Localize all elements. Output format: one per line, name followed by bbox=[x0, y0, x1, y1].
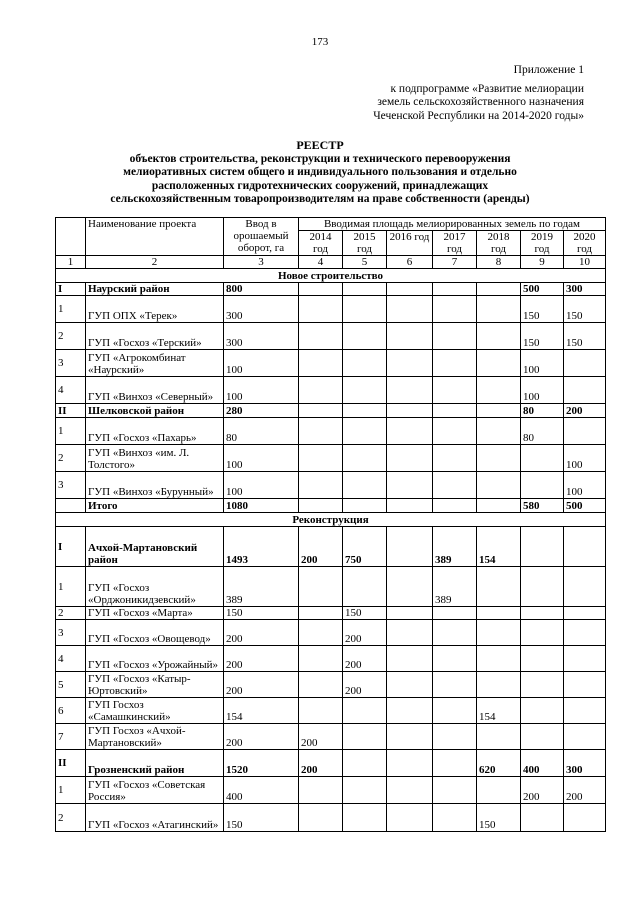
registry-title bbox=[40, 139, 600, 207]
year-2018 bbox=[477, 350, 521, 377]
project-name: Шелковской район bbox=[86, 404, 224, 418]
project-name: ГУП «Госхоз «Овощевод» bbox=[86, 620, 224, 646]
year-2018 bbox=[477, 567, 521, 607]
year-2019: 100 bbox=[521, 350, 564, 377]
input-area: 100 bbox=[224, 350, 299, 377]
column-number-row bbox=[56, 256, 606, 269]
year-2020 bbox=[564, 804, 606, 832]
year-2014 bbox=[299, 777, 343, 804]
header-year: 2015 год bbox=[343, 231, 387, 256]
year-2016 bbox=[387, 607, 433, 620]
input-area: 80 bbox=[224, 418, 299, 445]
year-2014 bbox=[299, 377, 343, 404]
year-2016 bbox=[387, 323, 433, 350]
year-2014 bbox=[299, 672, 343, 698]
header-cell-number bbox=[56, 218, 86, 256]
col-number: 9 bbox=[521, 256, 564, 269]
input-area: 800 bbox=[224, 283, 299, 296]
table-row bbox=[56, 377, 606, 404]
year-2020 bbox=[564, 527, 606, 567]
header-row bbox=[56, 218, 606, 231]
row-number: 7 bbox=[56, 724, 86, 750]
year-2017 bbox=[433, 620, 477, 646]
year-2014: 200 bbox=[299, 527, 343, 567]
row-number: 4 bbox=[56, 377, 86, 404]
year-2015 bbox=[343, 777, 387, 804]
year-2019: 500 bbox=[521, 283, 564, 296]
row-number: 2 bbox=[56, 323, 86, 350]
year-2018 bbox=[477, 296, 521, 323]
col-number: 8 bbox=[477, 256, 521, 269]
year-2020: 300 bbox=[564, 750, 606, 777]
year-2018 bbox=[477, 445, 521, 472]
project-name: ГУП «Госхоз «Орджоникидзевский» bbox=[86, 567, 224, 607]
project-name: ГУП «Госхоз «Урожайный» bbox=[86, 646, 224, 672]
year-2016 bbox=[387, 698, 433, 724]
year-2017 bbox=[433, 283, 477, 296]
row-number: II bbox=[56, 750, 86, 777]
year-2019: 400 bbox=[521, 750, 564, 777]
year-2020 bbox=[564, 350, 606, 377]
input-area: 1493 bbox=[224, 527, 299, 567]
registry-line: мелиоративных систем общего и индивидуального пользования и отдельно bbox=[123, 166, 517, 178]
project-name: ГУП Госхоз «Самашкинский» bbox=[86, 698, 224, 724]
year-2017 bbox=[433, 607, 477, 620]
year-2015 bbox=[343, 804, 387, 832]
input-area: 100 bbox=[224, 472, 299, 499]
header-year: 2017 год bbox=[433, 231, 477, 256]
year-2015 bbox=[343, 323, 387, 350]
year-2017 bbox=[433, 296, 477, 323]
row-number: 4 bbox=[56, 646, 86, 672]
table-row bbox=[56, 445, 606, 472]
year-2015 bbox=[343, 445, 387, 472]
year-2014 bbox=[299, 445, 343, 472]
col-number: 10 bbox=[564, 256, 606, 269]
input-area: 200 bbox=[224, 620, 299, 646]
project-name: ГУП ОПХ «Терек» bbox=[86, 296, 224, 323]
year-2014 bbox=[299, 404, 343, 418]
year-2016 bbox=[387, 750, 433, 777]
year-2016 bbox=[387, 296, 433, 323]
year-2014 bbox=[299, 698, 343, 724]
year-2020: 500 bbox=[564, 499, 606, 513]
year-2017 bbox=[433, 698, 477, 724]
year-2018 bbox=[477, 377, 521, 404]
year-2015: 200 bbox=[343, 646, 387, 672]
year-2019 bbox=[521, 804, 564, 832]
year-2020 bbox=[564, 672, 606, 698]
row-number: 5 bbox=[56, 672, 86, 698]
input-area: 280 bbox=[224, 404, 299, 418]
project-name: ГУП «Винхоз «Северный» bbox=[86, 377, 224, 404]
year-2018 bbox=[477, 404, 521, 418]
project-name: Ачхой-Мартановский район bbox=[86, 527, 224, 567]
year-2016 bbox=[387, 445, 433, 472]
col-number: 6 bbox=[387, 256, 433, 269]
year-2018: 154 bbox=[477, 527, 521, 567]
table-row bbox=[56, 472, 606, 499]
year-2018: 154 bbox=[477, 698, 521, 724]
year-2016 bbox=[387, 672, 433, 698]
year-2015 bbox=[343, 404, 387, 418]
table-row bbox=[56, 323, 606, 350]
header-year: 2018 год bbox=[477, 231, 521, 256]
year-2016 bbox=[387, 620, 433, 646]
year-2017 bbox=[433, 323, 477, 350]
row-number: II bbox=[56, 404, 86, 418]
col-number: 3 bbox=[224, 256, 299, 269]
project-name: ГУП «Госхоз «Пахарь» bbox=[86, 418, 224, 445]
year-2016 bbox=[387, 527, 433, 567]
year-2015 bbox=[343, 377, 387, 404]
year-2018 bbox=[477, 418, 521, 445]
section-row bbox=[56, 269, 606, 283]
year-2020: 100 bbox=[564, 445, 606, 472]
year-2017 bbox=[433, 418, 477, 445]
registry-line: расположенных гидротехнических сооружений, принадлежащих bbox=[151, 179, 489, 192]
year-2014 bbox=[299, 607, 343, 620]
year-2015 bbox=[343, 750, 387, 777]
section-title: Новое строительство bbox=[56, 269, 606, 283]
year-2015: 150 bbox=[343, 607, 387, 620]
project-name: Грозненский район bbox=[86, 750, 224, 777]
year-2014 bbox=[299, 567, 343, 607]
header-year: 2016 год bbox=[387, 231, 433, 256]
year-2019: 150 bbox=[521, 323, 564, 350]
table-row bbox=[56, 567, 606, 607]
row-number: 3 bbox=[56, 472, 86, 499]
appendix-block bbox=[284, 64, 584, 123]
input-area: 200 bbox=[224, 724, 299, 750]
input-area: 150 bbox=[224, 607, 299, 620]
col-number: 2 bbox=[86, 256, 224, 269]
table-row bbox=[56, 777, 606, 804]
year-2018 bbox=[477, 672, 521, 698]
input-area: 150 bbox=[224, 804, 299, 832]
table-row bbox=[56, 607, 606, 620]
project-name: ГУП «Госхоз «Терский» bbox=[86, 323, 224, 350]
year-2014 bbox=[299, 804, 343, 832]
col-number: 5 bbox=[343, 256, 387, 269]
year-2017 bbox=[433, 472, 477, 499]
year-2017 bbox=[433, 404, 477, 418]
table-row bbox=[56, 296, 606, 323]
row-number: 3 bbox=[56, 620, 86, 646]
year-2020: 300 bbox=[564, 283, 606, 296]
year-2017: 389 bbox=[433, 527, 477, 567]
project-name: ГУП «Винхоз «Бурунный» bbox=[86, 472, 224, 499]
year-2019: 200 bbox=[521, 777, 564, 804]
registry-heading: РЕЕСТР bbox=[296, 138, 344, 152]
year-2014 bbox=[299, 620, 343, 646]
registry-line: объектов строительства, реконструкции и технического перевооружения bbox=[129, 152, 511, 165]
year-2020 bbox=[564, 418, 606, 445]
header-year: 2014 год bbox=[299, 231, 343, 256]
year-2019 bbox=[521, 724, 564, 750]
year-2016 bbox=[387, 404, 433, 418]
year-2014 bbox=[299, 646, 343, 672]
table-row bbox=[56, 350, 606, 377]
year-2018: 150 bbox=[477, 804, 521, 832]
header-cell-input: Ввод в орошаемый оборот, га bbox=[224, 218, 299, 256]
header-year: 2019 год bbox=[521, 231, 564, 256]
year-2019 bbox=[521, 672, 564, 698]
year-2020: 200 bbox=[564, 777, 606, 804]
input-area: 200 bbox=[224, 672, 299, 698]
project-name: Наурский район bbox=[86, 283, 224, 296]
project-name: ГУП «Госхоз «Марта» bbox=[86, 607, 224, 620]
year-2020 bbox=[564, 377, 606, 404]
year-2018 bbox=[477, 472, 521, 499]
row-number bbox=[56, 499, 86, 513]
year-2015 bbox=[343, 472, 387, 499]
project-name: ГУП «Госхоз «Катыр-Юртовский» bbox=[86, 672, 224, 698]
appendix-line: земель сельскохозяйственного назначения bbox=[377, 96, 584, 108]
year-2015 bbox=[343, 567, 387, 607]
district-row bbox=[56, 404, 606, 418]
project-name: ГУП «Госхоз «Советская Россия» bbox=[86, 777, 224, 804]
input-area: 1520 bbox=[224, 750, 299, 777]
year-2014 bbox=[299, 283, 343, 296]
year-2020 bbox=[564, 620, 606, 646]
year-2020 bbox=[564, 724, 606, 750]
year-2014: 200 bbox=[299, 724, 343, 750]
project-name: Итого bbox=[86, 499, 224, 513]
input-area: 1080 bbox=[224, 499, 299, 513]
year-2014 bbox=[299, 472, 343, 499]
row-number: 2 bbox=[56, 607, 86, 620]
year-2016 bbox=[387, 283, 433, 296]
project-name: ГУП Госхоз «Ачхой-Мартановский» bbox=[86, 724, 224, 750]
year-2020: 100 bbox=[564, 472, 606, 499]
year-2016 bbox=[387, 646, 433, 672]
year-2014 bbox=[299, 296, 343, 323]
row-number: 2 bbox=[56, 804, 86, 832]
year-2018 bbox=[477, 323, 521, 350]
year-2016 bbox=[387, 724, 433, 750]
year-2018 bbox=[477, 777, 521, 804]
year-2016 bbox=[387, 350, 433, 377]
year-2019 bbox=[521, 527, 564, 567]
row-number: 3 bbox=[56, 350, 86, 377]
year-2020: 150 bbox=[564, 323, 606, 350]
page-number: 173 bbox=[311, 36, 329, 48]
section-row bbox=[56, 513, 606, 527]
col-number: 4 bbox=[299, 256, 343, 269]
year-2017 bbox=[433, 350, 477, 377]
registry-table bbox=[55, 217, 606, 832]
row-number: 2 bbox=[56, 445, 86, 472]
year-2019 bbox=[521, 472, 564, 499]
year-2017 bbox=[433, 377, 477, 404]
year-2015 bbox=[343, 418, 387, 445]
appendix-line: Чеченской Республики на 2014-2020 годы» bbox=[373, 109, 584, 122]
year-2017 bbox=[433, 804, 477, 832]
project-name: ГУП «Агрокомбинат «Наурский» bbox=[86, 350, 224, 377]
year-2014 bbox=[299, 323, 343, 350]
year-2015 bbox=[343, 698, 387, 724]
year-2015 bbox=[343, 350, 387, 377]
district-row bbox=[56, 750, 606, 777]
table-row bbox=[56, 620, 606, 646]
input-area: 300 bbox=[224, 296, 299, 323]
year-2016 bbox=[387, 777, 433, 804]
year-2018 bbox=[477, 724, 521, 750]
year-2017 bbox=[433, 750, 477, 777]
year-2017 bbox=[433, 445, 477, 472]
input-area: 100 bbox=[224, 377, 299, 404]
year-2019: 80 bbox=[521, 404, 564, 418]
year-2020 bbox=[564, 567, 606, 607]
year-2016 bbox=[387, 418, 433, 445]
year-2014 bbox=[299, 418, 343, 445]
table-row bbox=[56, 646, 606, 672]
year-2016 bbox=[387, 567, 433, 607]
year-2018 bbox=[477, 607, 521, 620]
appendix-line: к подпрограмме «Развитие мелиорации bbox=[390, 82, 584, 95]
row-number: 1 bbox=[56, 296, 86, 323]
year-2017: 389 bbox=[433, 567, 477, 607]
year-2016 bbox=[387, 804, 433, 832]
row-number: 6 bbox=[56, 698, 86, 724]
table-row bbox=[56, 418, 606, 445]
district-row bbox=[56, 283, 606, 296]
year-2019 bbox=[521, 620, 564, 646]
header-cell-name: Наименование проекта bbox=[86, 218, 224, 256]
year-2015: 750 bbox=[343, 527, 387, 567]
district-row bbox=[56, 527, 606, 567]
table-row bbox=[56, 804, 606, 832]
input-area: 389 bbox=[224, 567, 299, 607]
year-2019: 80 bbox=[521, 418, 564, 445]
year-2019: 580 bbox=[521, 499, 564, 513]
year-2015: 200 bbox=[343, 672, 387, 698]
year-2015 bbox=[343, 296, 387, 323]
input-area: 300 bbox=[224, 323, 299, 350]
year-2019 bbox=[521, 445, 564, 472]
year-2016 bbox=[387, 377, 433, 404]
project-name: ГУП «Госхоз «Атагинский» bbox=[86, 804, 224, 832]
year-2018 bbox=[477, 499, 521, 513]
year-2017 bbox=[433, 777, 477, 804]
appendix-title: Приложение 1 bbox=[513, 64, 584, 76]
row-number: I bbox=[56, 283, 86, 296]
year-2018: 620 bbox=[477, 750, 521, 777]
table-row bbox=[56, 724, 606, 750]
row-number: I bbox=[56, 527, 86, 567]
input-area: 100 bbox=[224, 445, 299, 472]
table-row bbox=[56, 698, 606, 724]
year-2019: 150 bbox=[521, 296, 564, 323]
year-2020 bbox=[564, 646, 606, 672]
year-2019: 100 bbox=[521, 377, 564, 404]
year-2019 bbox=[521, 567, 564, 607]
section-title: Реконструкция bbox=[56, 513, 606, 527]
row-number: 1 bbox=[56, 567, 86, 607]
year-2019 bbox=[521, 607, 564, 620]
year-2020: 200 bbox=[564, 404, 606, 418]
year-2020 bbox=[564, 698, 606, 724]
year-2017 bbox=[433, 724, 477, 750]
year-2017 bbox=[433, 646, 477, 672]
table-row bbox=[56, 672, 606, 698]
year-2015 bbox=[343, 283, 387, 296]
year-2016 bbox=[387, 472, 433, 499]
input-area: 400 bbox=[224, 777, 299, 804]
col-number: 7 bbox=[433, 256, 477, 269]
year-2014 bbox=[299, 499, 343, 513]
project-name: ГУП «Винхоз «им. Л. Толстого» bbox=[86, 445, 224, 472]
year-2014 bbox=[299, 350, 343, 377]
year-2017 bbox=[433, 499, 477, 513]
registry-line: сельскохозяйственным товаропроизводителям на праве собственности (аренды) bbox=[110, 193, 530, 205]
year-2017 bbox=[433, 672, 477, 698]
col-number: 1 bbox=[56, 256, 86, 269]
year-2018 bbox=[477, 646, 521, 672]
year-2020: 150 bbox=[564, 296, 606, 323]
year-2015: 200 bbox=[343, 620, 387, 646]
header-year: 2020 год bbox=[564, 231, 606, 256]
year-2019 bbox=[521, 698, 564, 724]
row-number: 1 bbox=[56, 418, 86, 445]
header-cell-area: Вводимая площадь мелиорированных земель по годам bbox=[299, 218, 606, 231]
year-2019 bbox=[521, 646, 564, 672]
row-number: 1 bbox=[56, 777, 86, 804]
year-2015 bbox=[343, 724, 387, 750]
year-2020 bbox=[564, 607, 606, 620]
year-2018 bbox=[477, 283, 521, 296]
year-2014: 200 bbox=[299, 750, 343, 777]
year-2018 bbox=[477, 620, 521, 646]
input-area: 154 bbox=[224, 698, 299, 724]
year-2015 bbox=[343, 499, 387, 513]
district-row bbox=[56, 499, 606, 513]
input-area: 200 bbox=[224, 646, 299, 672]
year-2016 bbox=[387, 499, 433, 513]
